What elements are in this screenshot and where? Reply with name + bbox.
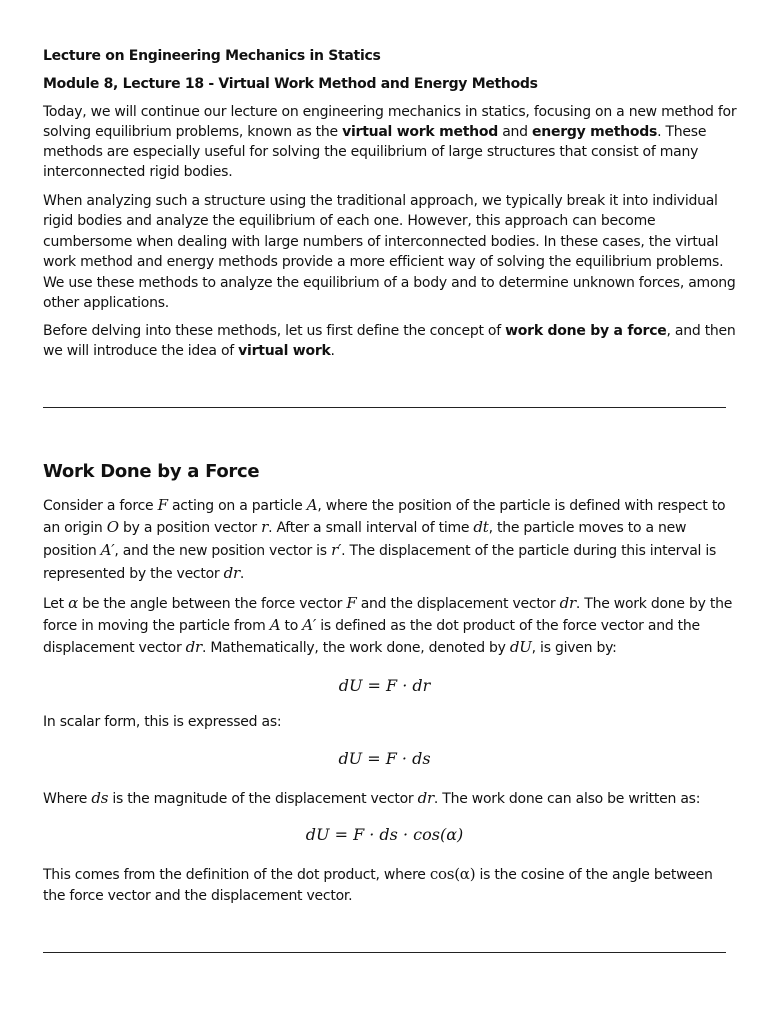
lecture-title: Lecture on Engineering Mechanics in Statics [43, 48, 381, 64]
last-line2: the force vector and the displacement vector. [43, 888, 353, 904]
divider-2 [43, 952, 726, 953]
intro-p2-line5: We use these methods to analyze the equilibrium of a body and to determine unknown forces, among [43, 275, 736, 291]
module-title: Module 8, Lecture 18 - Virtual Work Method and Energy Methods [43, 76, 538, 92]
intro-p2-line2: rigid bodies and analyze the equilibrium of each one. However, this approach can become [43, 213, 656, 229]
intro-p1-line1: Today, we will continue our lecture on engineering mechanics in statics, focusing on a new method for [43, 104, 737, 120]
section-p1-line2: an origin O by a position vector r. After a small interval of time dt, the particle moves to a new [43, 518, 687, 536]
section-p2-line3: displacement vector dr. Mathematically, the work done, denoted by dU, is given by: [43, 638, 617, 656]
scalar-form-text: In scalar form, this is expressed as: [43, 714, 282, 730]
term-virtual-work: virtual work [238, 343, 331, 359]
section-p2-line2: force in moving the particle from A to A′ is defined as the dot product of the force vector and the [43, 616, 700, 634]
equation-cosine: dU = F · ds · cos(α) [305, 825, 464, 844]
section-p2-line1: Let α be the angle between the force vector F and the displacement vector dr. The work done by the [43, 594, 733, 612]
term-energy-methods: energy methods [532, 124, 658, 140]
equation-scalar: dU = F · ds [338, 749, 431, 768]
divider-1 [43, 407, 726, 408]
intro-p1-line3: methods are especially useful for solving the equilibrium of large structures that consist of many [43, 144, 699, 160]
intro-p2-line4: work method and energy methods provide a more efficient way of solving the equilibrium problems. [43, 254, 724, 270]
intro-p2-line3: cumbersome when dealing with large numbers of interconnected bodies. In these cases, the virtual [43, 234, 719, 250]
section-p1-line1: Consider a force F acting on a particle A, where the position of the particle is defined with respect to [43, 496, 726, 514]
equation-dot-product: dU = F · dr [338, 676, 431, 695]
intro-p2-line1: When analyzing such a structure using the traditional approach, we typically break it into individual [43, 193, 718, 209]
section-p1-line4: represented by the vector dr. [43, 564, 245, 582]
intro-p1-line4: interconnected rigid bodies. [43, 164, 233, 180]
intro-p2-line6: other applications. [43, 295, 169, 311]
section-p1-line3: position A′, and the new position vector is r′. The displacement of the particle during this interval is [43, 541, 717, 559]
term-work-done-by-a-force: work done by a force [505, 323, 667, 339]
last-line1: This comes from the definition of the dot product, where cos(α) is the cosine of the angle between [43, 865, 713, 883]
intro-p1-line2: solving equilibrium problems, known as the virtual work method and energy methods. These [43, 124, 707, 140]
intro-p3-line1: Before delving into these methods, let us first define the concept of work done by a force, and then [43, 323, 736, 339]
intro-p3-line2: we will introduce the idea of virtual work. [43, 343, 335, 359]
section-title: Work Done by a Force [43, 461, 260, 482]
term-virtual-work-method: virtual work method [342, 124, 498, 140]
where-line: Where ds is the magnitude of the displacement vector dr. The work done can also be written as: [43, 789, 701, 807]
